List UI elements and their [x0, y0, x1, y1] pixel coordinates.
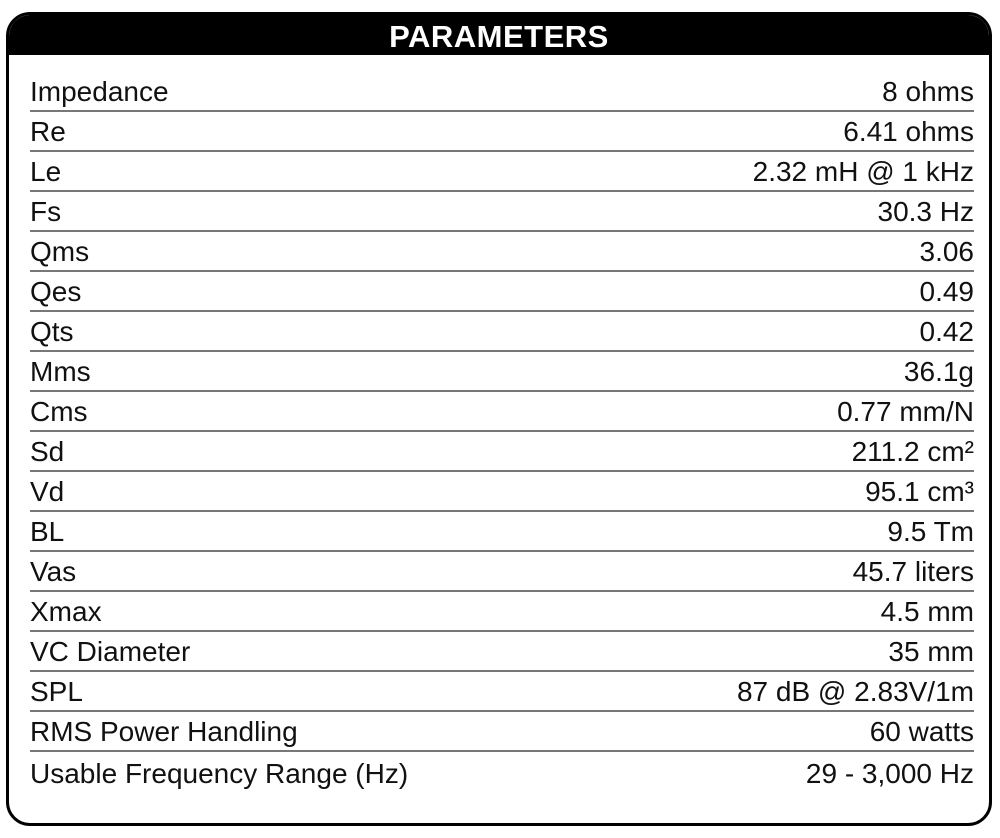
parameter-value: 87 dB @ 2.83V/1m — [736, 676, 974, 707]
parameter-name: Vd — [30, 476, 65, 507]
table-row — [30, 192, 974, 232]
parameter-value: 0.49 — [919, 276, 974, 307]
panel-title: PARAMETERS — [9, 15, 989, 55]
table-row — [30, 112, 974, 152]
parameter-name: Re — [30, 116, 66, 147]
table-row — [30, 392, 974, 432]
parameters-table — [30, 72, 974, 792]
parameter-value: 95.1 cm³ — [865, 476, 974, 507]
table-row — [30, 552, 974, 592]
parameter-value: 29 - 3,000 Hz — [805, 758, 974, 789]
table-row — [30, 712, 974, 752]
table-row — [30, 472, 974, 512]
parameters-panel — [6, 12, 992, 826]
parameter-name: Impedance — [30, 76, 169, 107]
parameter-name: RMS Power Handling — [30, 716, 298, 747]
parameter-name: Qms — [30, 236, 90, 267]
parameter-value: 36.1g — [903, 356, 974, 387]
parameter-value: 45.7 liters — [852, 556, 974, 587]
table-row — [30, 632, 974, 672]
parameter-name: Fs — [30, 196, 62, 227]
parameter-value: 4.5 mm — [880, 596, 974, 627]
table-row — [30, 72, 974, 112]
parameter-value: 6.41 ohms — [843, 116, 974, 147]
parameter-name: Sd — [30, 436, 65, 467]
table-row — [30, 232, 974, 272]
parameter-value: 3.06 — [919, 236, 974, 267]
parameter-name: Le — [30, 156, 62, 187]
parameter-name: BL — [30, 516, 65, 547]
parameter-name: Qts — [30, 316, 74, 347]
parameter-name: Usable Frequency Range (Hz) — [30, 758, 409, 789]
parameter-value: 30.3 Hz — [877, 196, 974, 227]
parameter-name: Cms — [30, 396, 88, 427]
table-row — [30, 592, 974, 632]
parameter-name: Mms — [30, 356, 91, 387]
table-row — [30, 512, 974, 552]
parameter-value: 211.2 cm² — [851, 436, 974, 467]
parameter-value: 35 mm — [888, 636, 974, 667]
table-row — [30, 312, 974, 352]
parameter-value: 9.5 Tm — [887, 516, 974, 547]
parameter-name: Xmax — [30, 596, 102, 627]
parameter-name: SPL — [30, 676, 83, 707]
parameter-name: Qes — [30, 276, 82, 307]
table-row — [30, 672, 974, 712]
parameter-name: VC Diameter — [30, 636, 191, 667]
table-row — [30, 272, 974, 312]
table-row — [30, 752, 974, 792]
table-row — [30, 152, 974, 192]
parameter-name: Vas — [30, 556, 77, 587]
parameter-value: 60 watts — [869, 716, 974, 747]
parameter-value: 2.32 mH @ 1 kHz — [752, 156, 974, 187]
parameter-value: 8 ohms — [882, 76, 974, 107]
table-row — [30, 432, 974, 472]
parameter-value: 0.42 — [919, 316, 974, 347]
parameter-value: 0.77 mm/N — [837, 396, 974, 427]
table-row — [30, 352, 974, 392]
